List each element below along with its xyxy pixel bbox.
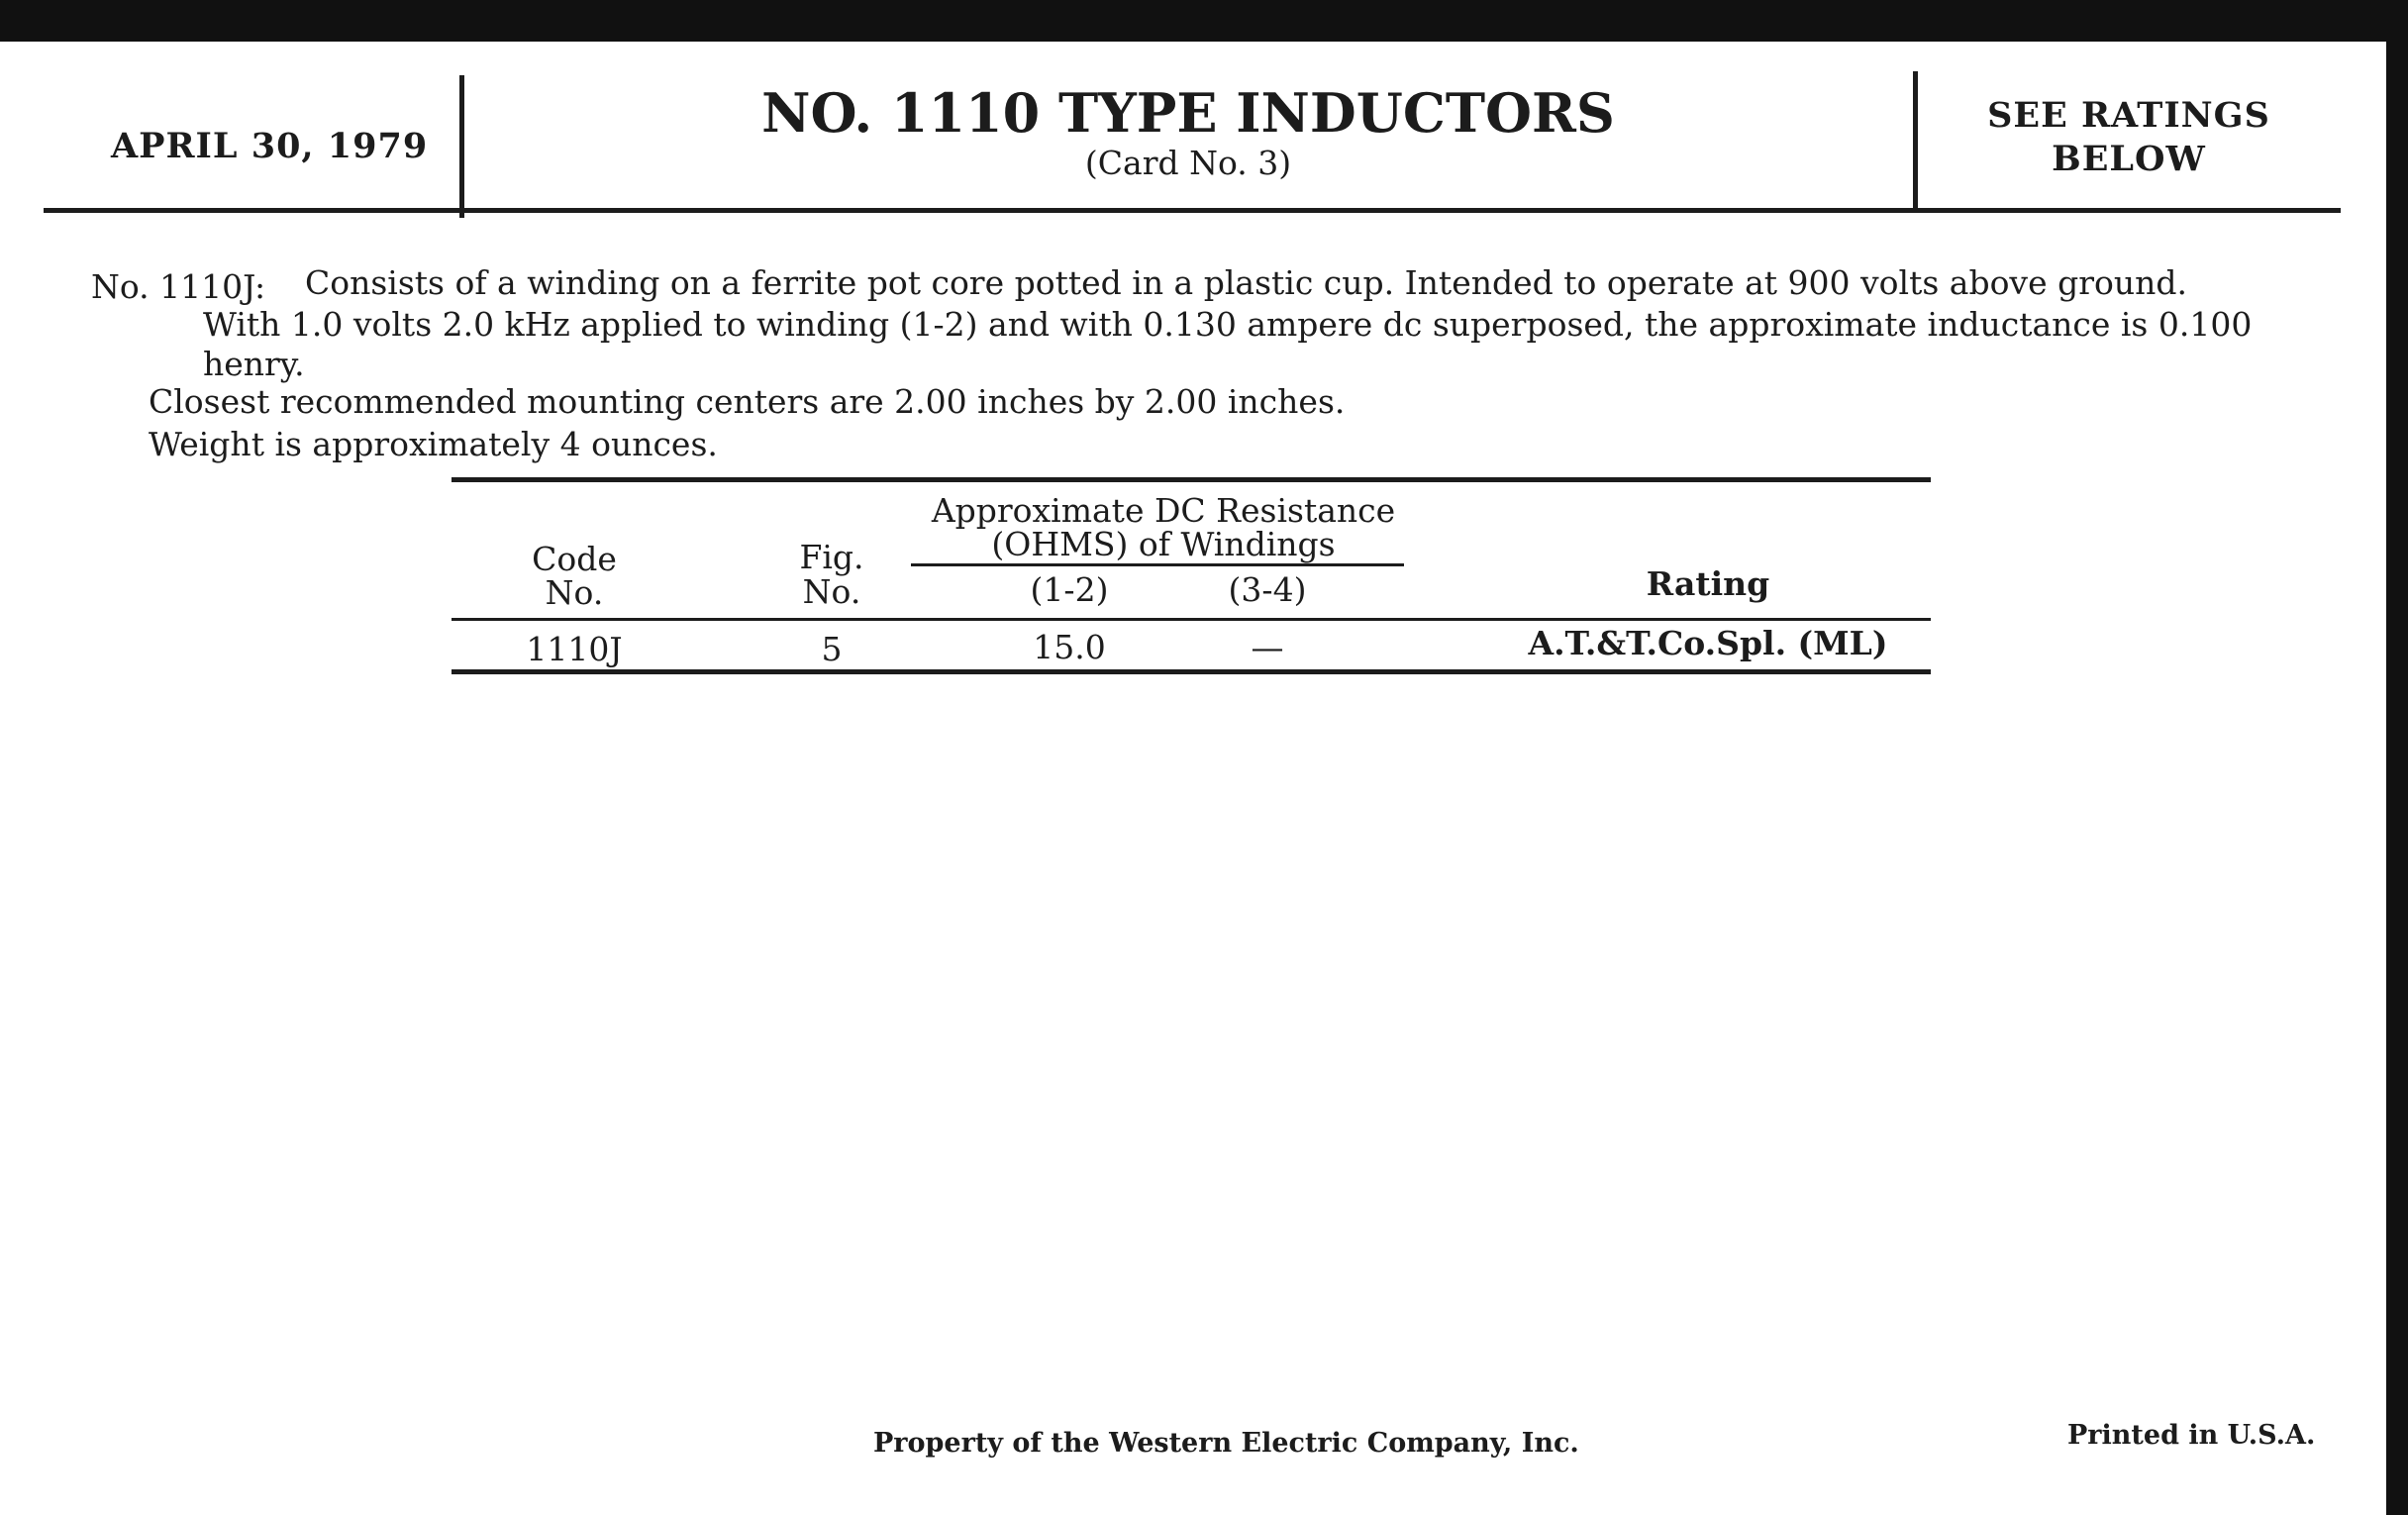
mounting-note: Closest recommended mounting centers are 2.00 inches by 2.00 inches. bbox=[149, 382, 1346, 421]
scan-border-right bbox=[2386, 0, 2408, 1515]
col-header-winding-3-4: (3-4) bbox=[1228, 570, 1307, 609]
cell-fig: 5 bbox=[821, 630, 843, 668]
col-header-code-2: No. bbox=[545, 573, 604, 612]
col-header-resistance-1: Approximate DC Resistance bbox=[931, 491, 1396, 530]
resistance-span-rule bbox=[911, 563, 1404, 566]
cell-resistance-1-2: 15.0 bbox=[1033, 628, 1106, 666]
weight-note: Weight is approximately 4 ounces. bbox=[149, 425, 718, 463]
description-line-2: With 1.0 volts 2.0 kHz applied to winding (1-2) and with 0.130 ampere dc superposed, the approximate inductance is 0.100 bbox=[203, 305, 2253, 344]
cell-resistance-3-4: — bbox=[1251, 628, 1284, 666]
col-header-fig-1: Fig. bbox=[799, 538, 864, 576]
ratings-note bbox=[1916, 94, 2342, 181]
scan-border-top bbox=[0, 0, 2408, 42]
col-header-fig-2: No. bbox=[802, 572, 861, 611]
ratings-line-1: SEE RATINGS bbox=[1987, 95, 2270, 136]
description-label: No. 1110J: bbox=[91, 267, 266, 306]
table-bottom-rule bbox=[452, 669, 1931, 674]
col-header-winding-1-2: (1-2) bbox=[1030, 570, 1109, 609]
cell-rating: A.T.&T.Co.Spl. (ML) bbox=[1528, 624, 1888, 662]
footer-property: Property of the Western Electric Company, Inc. bbox=[873, 1428, 1579, 1459]
card-date: APRIL 30, 1979 bbox=[111, 126, 429, 166]
col-header-code-1: Code bbox=[532, 540, 617, 578]
card-number: (Card No. 3) bbox=[1084, 144, 1292, 182]
description-line-1: Consists of a winding on a ferrite pot core potted in a plastic cup. Intended to operate at 900 volts above ground. bbox=[305, 263, 2187, 302]
table-top-rule bbox=[452, 477, 1931, 482]
page-title: NO. 1110 TYPE INDUCTORS bbox=[761, 81, 1615, 145]
cell-code: 1110J bbox=[526, 630, 623, 668]
footer-printed: Printed in U.S.A. bbox=[2067, 1420, 2316, 1451]
col-header-resistance-2: (OHMS) of Windings bbox=[991, 525, 1336, 563]
col-header-rating: Rating bbox=[1646, 564, 1770, 603]
table-header-rule bbox=[452, 618, 1931, 621]
description-line-3: henry. bbox=[203, 345, 305, 383]
ratings-line-2: BELOW bbox=[2052, 139, 2206, 179]
header-rule bbox=[44, 208, 2341, 213]
